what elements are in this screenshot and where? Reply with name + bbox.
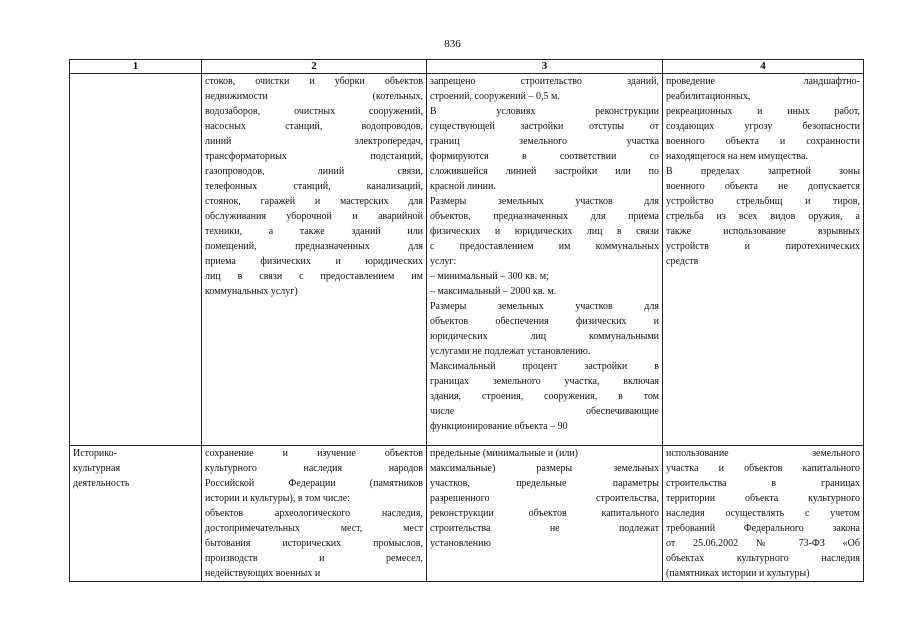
text-line: использование земельного xyxy=(666,448,860,459)
text-line: культурная xyxy=(73,463,121,474)
text-line: Размеры земельных участков для xyxy=(430,196,659,207)
text-line: предельные (минимальные и (или) xyxy=(430,448,579,459)
text-line: Размеры земельных участков для xyxy=(430,301,659,312)
table-header-row xyxy=(70,60,864,74)
row1-col2 xyxy=(202,74,427,446)
text-line: телефонных станций, канализаций, xyxy=(205,181,423,192)
text-line: производств и ремесел, xyxy=(205,553,423,564)
column-header-3: 3 xyxy=(427,60,663,74)
text-line: от 25.06.2002 № 73-ФЗ «Об xyxy=(666,538,860,549)
table-row xyxy=(70,74,864,446)
text-line: создающих угрозу безопасности xyxy=(666,121,860,132)
text-line: сложившейся линией застройки или по xyxy=(430,166,659,177)
text-line: строительства в границах xyxy=(666,478,860,489)
text-line: красной линии. xyxy=(430,181,496,192)
text-line: числе обеспечивающие xyxy=(430,406,659,417)
text-line: существующей застройки отступы от xyxy=(430,121,659,132)
text-line: территории объекта культурного xyxy=(666,493,860,504)
text-line: бытования исторических промыслов, xyxy=(205,538,423,549)
row2-col1 xyxy=(70,446,202,582)
column-header-1: 1 xyxy=(70,60,202,74)
text-line: – минимальный – 300 кв. м; xyxy=(430,271,549,282)
text-line: установлению xyxy=(430,538,491,549)
text-line: сохранение и изучение объектов xyxy=(205,448,423,459)
text-line: строительства не подлежат xyxy=(430,523,659,534)
text-line: с предоставлением им коммунальных xyxy=(430,241,659,252)
text-line: рекреационных и иных работ, xyxy=(666,106,860,117)
text-line: Российской Федерации (памятников xyxy=(205,478,423,489)
text-line: средств xyxy=(666,256,699,267)
text-line: Максимальный процент застройки в xyxy=(430,361,659,372)
text-line: требований Федерального закона xyxy=(666,523,860,534)
text-line: объектов археологического наследия, xyxy=(205,508,423,519)
text-line: находящегося на нем имущества. xyxy=(666,151,808,162)
text-line: военного объекта не допускается xyxy=(666,181,860,192)
text-line: устройство стрельбищ и тиров, xyxy=(666,196,860,207)
table-row xyxy=(70,446,864,582)
text-line: лиц в связи с предоставлением им xyxy=(205,271,423,282)
row1-col3 xyxy=(427,74,663,446)
text-line: помещений, предназначенных для xyxy=(205,241,423,252)
text-line: стоков, очистки и уборки объектов xyxy=(205,76,423,87)
text-line: – максимальный – 2000 кв. м. xyxy=(430,286,557,297)
text-line: культурного наследия народов xyxy=(205,463,423,474)
text-line: запрещено строительство зданий, xyxy=(430,76,659,87)
text-line: газопроводов, линий связи, xyxy=(205,166,423,177)
column-header-2: 2 xyxy=(202,60,427,74)
page-number: 836 xyxy=(444,38,461,50)
row2-col4 xyxy=(663,446,864,582)
text-line: Историко- xyxy=(73,448,117,459)
text-line: строений, сооружений – 0,5 м. xyxy=(430,91,560,102)
text-line: участков, предельные параметры xyxy=(430,478,659,489)
text-line: услугами не подлежат установлению. xyxy=(430,346,591,357)
text-line: функционирование объекта – 90 xyxy=(430,421,568,432)
row2-col3 xyxy=(427,446,663,582)
text-line: трансформаторных подстанций, xyxy=(205,151,423,162)
text-line: (памятниках истории и культуры) xyxy=(666,568,810,579)
text-line: истории и культуры), в том числе: xyxy=(205,493,350,504)
text-line: недвижимости (котельных, xyxy=(205,91,423,102)
text-line: проведение ландшафтно- xyxy=(666,76,860,87)
column-header-4: 4 xyxy=(663,60,864,74)
text-line: объектов обеспечения физических и xyxy=(430,316,659,327)
document-table xyxy=(69,59,864,582)
text-line: недействующих военных и xyxy=(205,568,321,579)
text-line: границ земельного участка xyxy=(430,136,659,147)
text-line: деятельность xyxy=(73,478,130,489)
text-line: обслуживания уборочной и аварийной xyxy=(205,211,423,222)
row1-col4 xyxy=(663,74,864,446)
text-line: границах земельного участка, включая xyxy=(430,376,659,387)
text-line: В пределах запретной зоны xyxy=(666,166,860,177)
text-line: устройств и пиротехнических xyxy=(666,241,860,252)
text-line: приема физических и юридических xyxy=(205,256,423,267)
text-line: военного объекта и сохранности xyxy=(666,136,860,147)
text-line: стрельба из всех видов оружия, а xyxy=(666,211,860,222)
text-line: реконструкции объектов капитального xyxy=(430,508,659,519)
text-line: техники, а также зданий или xyxy=(205,226,423,237)
row2-col2 xyxy=(202,446,427,582)
text-line: максимальные) размеры земельных xyxy=(430,463,659,474)
text-line: водозаборов, очистных сооружений, xyxy=(205,106,423,117)
text-line: достопримечательных мест, мест xyxy=(205,523,423,534)
text-line: формируются в соответствии со xyxy=(430,151,659,162)
text-line: насосных станций, водопроводов, xyxy=(205,121,423,132)
text-line: юридических лиц коммунальными xyxy=(430,331,659,342)
text-line: реабилитационных, xyxy=(666,91,751,102)
text-line: линий электропередач, xyxy=(205,136,423,147)
text-line: разрешенного строительства, xyxy=(430,493,659,504)
text-line: В условиях реконструкции xyxy=(430,106,659,117)
text-line: наследия осуществлять с учетом xyxy=(666,508,860,519)
text-line: участка и объектов капитального xyxy=(666,463,860,474)
text-line: коммунальных услуг) xyxy=(205,286,298,297)
text-line: также использование взрывных xyxy=(666,226,860,237)
text-line: объектах культурного наследия xyxy=(666,553,860,564)
text-line: здания, строения, сооружения, в том xyxy=(430,391,659,402)
text-line: стоянок, гаражей и мастерских для xyxy=(205,196,423,207)
text-line: физических и юридических лиц в связи xyxy=(430,226,659,237)
row1-col1 xyxy=(70,74,202,446)
text-line: объектов, предназначенных для приема xyxy=(430,211,659,222)
text-line: услуг: xyxy=(430,256,457,267)
